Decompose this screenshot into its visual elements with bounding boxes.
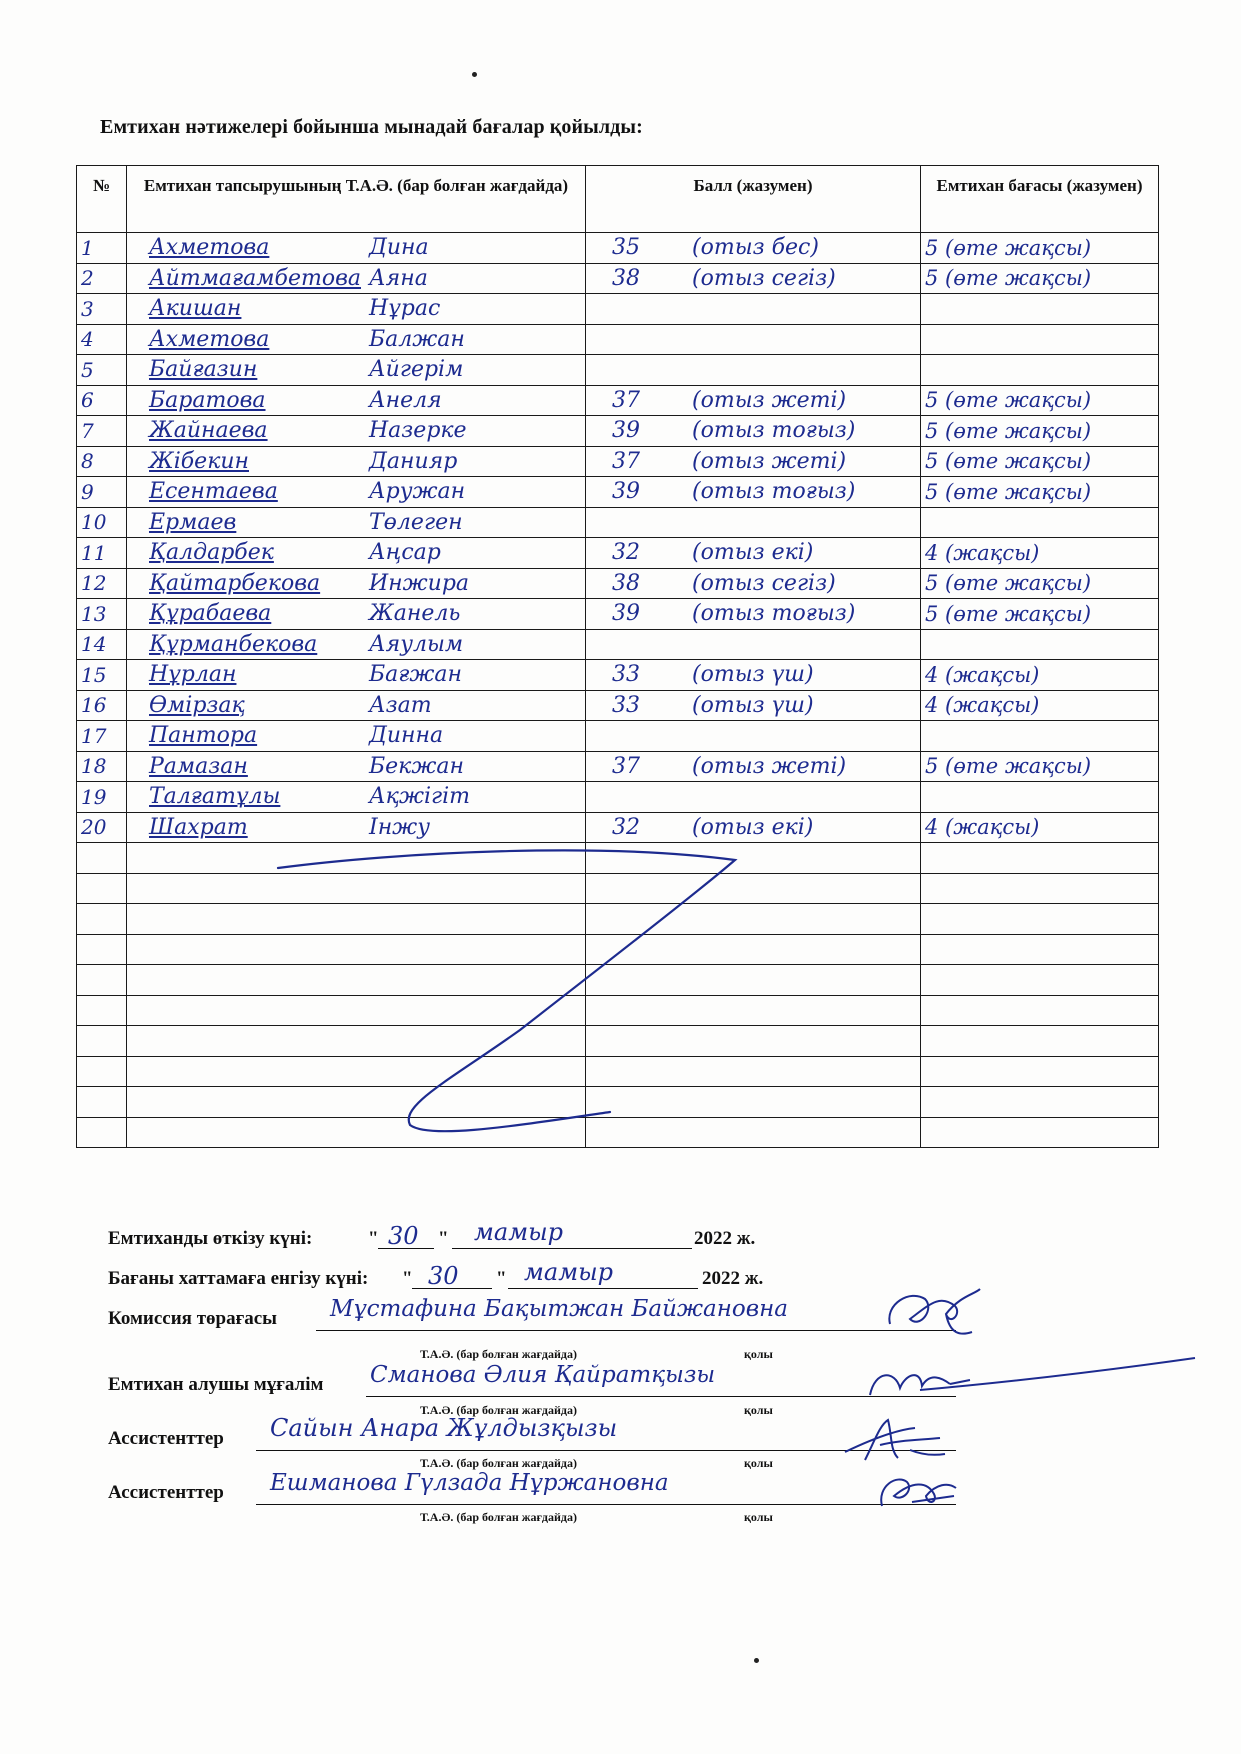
chair-signature (880, 1284, 990, 1344)
empty-cell (127, 1056, 586, 1087)
empty-cell (586, 1026, 921, 1057)
student-given-name: Бекжан (369, 753, 464, 779)
score-cell (586, 782, 921, 813)
score-words: (отыз жеті) (692, 387, 847, 413)
empty-cell (127, 1026, 586, 1057)
student-surname: Жайнаева (149, 418, 268, 444)
assistant-2-sign-caption: қолы (744, 1510, 773, 1524)
student-name-cell (127, 690, 586, 721)
score-number: 37 (612, 753, 640, 779)
row-number: 19 (77, 782, 127, 813)
student-given-name: Анеля (369, 387, 442, 413)
empty-table-row (77, 1056, 1159, 1087)
empty-cell (127, 1087, 586, 1118)
empty-cell (586, 873, 921, 904)
student-given-name: Төлеген (369, 509, 463, 535)
score-cell (586, 812, 921, 843)
empty-cell (127, 873, 586, 904)
student-surname: Қалдарбек (149, 540, 274, 566)
score-words: (отыз тоғыз) (692, 479, 856, 505)
exam-date-day: 30 (388, 1222, 419, 1250)
student-name-cell (127, 477, 586, 508)
empty-cell (586, 1117, 921, 1148)
table-row (77, 538, 1159, 569)
protocol-date-label: Бағаны хаттамаға енгізу күні: (108, 1268, 369, 1289)
student-given-name: Ақжігіт (369, 784, 471, 810)
row-number: 4 (77, 324, 127, 355)
protocol-date-year: 2022 ж. (702, 1268, 764, 1289)
empty-cell (921, 1026, 1159, 1057)
empty-table-row (77, 1117, 1159, 1148)
student-given-name: Балжан (369, 326, 465, 352)
row-number: 17 (77, 721, 127, 752)
score-cell (586, 538, 921, 569)
score-cell (586, 446, 921, 477)
grades-table-body (77, 233, 1159, 1148)
score-cell (586, 477, 921, 508)
header-grade: Емтихан бағасы (жазумен) (921, 166, 1159, 233)
row-number: 12 (77, 568, 127, 599)
score-number: 39 (612, 479, 640, 505)
empty-cell (77, 934, 127, 965)
student-surname: Шахрат (149, 814, 248, 840)
assistant-1-name: Сайын Анара Жұлдызқызы (270, 1414, 618, 1442)
protocol-date-month-line (508, 1288, 698, 1289)
score-cell (586, 751, 921, 782)
student-surname: Байғазин (149, 357, 258, 383)
assistant-1-role: Ассистенттер (108, 1428, 224, 1449)
student-given-name: Бағжан (369, 662, 463, 688)
student-surname: Құрманбекова (149, 631, 318, 657)
chair-fio-caption: Т.А.Ә. (бар болған жағдайда) (420, 1347, 577, 1361)
student-name-cell (127, 568, 586, 599)
empty-cell (586, 904, 921, 935)
student-given-name: Жанель (369, 601, 461, 627)
table-row (77, 294, 1159, 325)
student-name-cell (127, 660, 586, 691)
empty-cell (586, 1087, 921, 1118)
student-name-cell (127, 446, 586, 477)
student-name-cell (127, 599, 586, 630)
student-given-name: Назерке (369, 418, 467, 444)
row-number: 14 (77, 629, 127, 660)
table-row (77, 782, 1159, 813)
assistant-2-line (256, 1504, 956, 1505)
empty-cell (77, 1117, 127, 1148)
table-row (77, 416, 1159, 447)
student-surname: Ахметова (149, 326, 270, 352)
empty-table-row (77, 965, 1159, 996)
row-number: 18 (77, 751, 127, 782)
student-given-name: Дина (369, 235, 429, 261)
teacher-sign-caption: қолы (744, 1403, 773, 1417)
score-cell (586, 385, 921, 416)
score-cell (586, 721, 921, 752)
grade-cell: 5 (өте жақсы) (921, 477, 1159, 508)
chair-name: Мұстафина Бақытжан Байжановна (330, 1296, 788, 1322)
empty-table-row (77, 904, 1159, 935)
teacher-role: Емтихан алушы мұғалім (108, 1374, 324, 1395)
teacher-fio-caption: Т.А.Ә. (бар болған жағдайда) (420, 1403, 577, 1417)
exam-date-month: мамыр (474, 1218, 564, 1246)
student-name-cell (127, 355, 586, 386)
score-cell (586, 263, 921, 294)
assistant-2-role: Ассистенттер (108, 1482, 224, 1503)
table-row (77, 812, 1159, 843)
student-given-name: Динна (369, 723, 444, 749)
grade-cell: 5 (өте жақсы) (921, 751, 1159, 782)
empty-cell (921, 934, 1159, 965)
student-name-cell (127, 782, 586, 813)
empty-cell (77, 1087, 127, 1118)
score-words: (отыз сегіз) (692, 265, 836, 291)
row-number: 15 (77, 660, 127, 691)
scan-dot-top (472, 72, 477, 77)
score-words: (отыз бес) (692, 235, 819, 261)
row-number: 3 (77, 294, 127, 325)
student-surname: Құрабаева (149, 601, 272, 627)
grade-cell: 5 (өте жақсы) (921, 599, 1159, 630)
protocol-date-day: 30 (428, 1262, 459, 1290)
grade-cell (921, 355, 1159, 386)
header-no: № (77, 166, 127, 233)
exam-date-month-line (452, 1248, 692, 1249)
empty-table-row (77, 995, 1159, 1026)
empty-cell (921, 904, 1159, 935)
student-surname: Айтмағамбетова (149, 265, 361, 291)
student-name-cell (127, 812, 586, 843)
grade-cell: 5 (өте жақсы) (921, 385, 1159, 416)
student-given-name: Аяна (369, 265, 428, 291)
table-row (77, 660, 1159, 691)
row-number: 5 (77, 355, 127, 386)
score-words: (отыз тоғыз) (692, 418, 856, 444)
empty-table-row (77, 843, 1159, 874)
table-row (77, 599, 1159, 630)
grade-cell: 4 (жақсы) (921, 660, 1159, 691)
assistant-1-sign-caption: қолы (744, 1456, 773, 1470)
row-number: 20 (77, 812, 127, 843)
student-name-cell (127, 721, 586, 752)
empty-cell (586, 965, 921, 996)
grade-cell: 5 (өте жақсы) (921, 263, 1159, 294)
grade-cell (921, 782, 1159, 813)
score-cell (586, 416, 921, 447)
empty-cell (921, 843, 1159, 874)
student-surname: Баратова (149, 387, 266, 413)
empty-cell (127, 995, 586, 1026)
empty-cell (586, 1056, 921, 1087)
score-words: (отыз жеті) (692, 448, 847, 474)
empty-cell (127, 904, 586, 935)
protocol-date-quote-open: " (402, 1268, 413, 1289)
student-name-cell (127, 385, 586, 416)
score-words: (отыз екі) (692, 814, 814, 840)
empty-cell (586, 934, 921, 965)
row-number: 1 (77, 233, 127, 264)
empty-table-row (77, 873, 1159, 904)
student-surname: Жібекин (149, 448, 249, 474)
empty-cell (921, 1087, 1159, 1118)
student-given-name: Инжира (369, 570, 470, 596)
teacher-name: Сманова Әлия Қайратқызы (370, 1362, 716, 1388)
row-number: 16 (77, 690, 127, 721)
student-name-cell (127, 507, 586, 538)
row-number: 8 (77, 446, 127, 477)
table-row (77, 446, 1159, 477)
grade-cell (921, 721, 1159, 752)
student-given-name: Азат (369, 692, 432, 718)
empty-cell (921, 1056, 1159, 1087)
empty-table-row (77, 1026, 1159, 1057)
student-given-name: Інжу (369, 814, 430, 840)
score-words: (отыз жеті) (692, 753, 847, 779)
assistant-1-fio-caption: Т.А.Ә. (бар болған жағдайда) (420, 1456, 577, 1470)
empty-table-row (77, 934, 1159, 965)
student-given-name: Аңсар (369, 540, 441, 566)
student-given-name: Айгерім (369, 357, 464, 383)
exam-date-year: 2022 ж. (694, 1228, 756, 1249)
student-name-cell (127, 629, 586, 660)
student-surname: Талғатұлы (149, 784, 281, 810)
row-number: 11 (77, 538, 127, 569)
protocol-date-quote-close: " (496, 1268, 507, 1289)
table-row (77, 629, 1159, 660)
row-number: 6 (77, 385, 127, 416)
grade-cell: 4 (жақсы) (921, 812, 1159, 843)
chair-line (316, 1330, 956, 1331)
grade-cell: 5 (өте жақсы) (921, 446, 1159, 477)
table-row (77, 477, 1159, 508)
score-number: 33 (612, 692, 640, 718)
student-surname: Ермаев (149, 509, 237, 535)
empty-cell (586, 843, 921, 874)
empty-cell (127, 1117, 586, 1148)
score-cell (586, 599, 921, 630)
empty-cell (921, 873, 1159, 904)
row-number: 10 (77, 507, 127, 538)
student-name-cell (127, 416, 586, 447)
student-given-name: Нұрас (369, 296, 441, 322)
grade-cell: 5 (өте жақсы) (921, 416, 1159, 447)
student-surname: Акишан (149, 296, 242, 322)
chair-role: Комиссия төрағасы (108, 1308, 277, 1329)
chair-sign-caption: қолы (744, 1347, 773, 1361)
empty-cell (586, 995, 921, 1026)
score-number: 35 (612, 235, 640, 261)
student-surname: Пантора (149, 723, 258, 749)
score-cell (586, 660, 921, 691)
score-words: (отыз сегіз) (692, 570, 836, 596)
assistant-1-signature (840, 1410, 950, 1470)
table-row (77, 263, 1159, 294)
scan-dot-bottom (754, 1658, 759, 1663)
table-row (77, 233, 1159, 264)
exam-date-label: Емтиханды өткізу күні: (108, 1228, 313, 1249)
grade-cell (921, 629, 1159, 660)
student-name-cell (127, 751, 586, 782)
empty-cell (77, 995, 127, 1026)
exam-date-quote-open: " (368, 1228, 379, 1249)
student-given-name: Аружан (369, 479, 466, 505)
score-cell (586, 690, 921, 721)
score-cell (586, 629, 921, 660)
empty-cell (127, 843, 586, 874)
assistant-2-fio-caption: Т.А.Ә. (бар болған жағдайда) (420, 1510, 577, 1524)
row-number: 2 (77, 263, 127, 294)
grade-cell (921, 294, 1159, 325)
score-cell (586, 324, 921, 355)
score-number: 38 (612, 570, 640, 596)
grade-cell: 4 (жақсы) (921, 538, 1159, 569)
empty-cell (127, 934, 586, 965)
empty-cell (921, 1117, 1159, 1148)
grades-table (76, 165, 1159, 1148)
empty-cell (77, 965, 127, 996)
protocol-date-month: мамыр (524, 1258, 614, 1286)
grade-cell: 5 (өте жақсы) (921, 568, 1159, 599)
student-name-cell (127, 538, 586, 569)
grade-cell (921, 507, 1159, 538)
score-number: 33 (612, 662, 640, 688)
assistant-2-signature (872, 1466, 962, 1516)
student-given-name: Аяулым (369, 631, 464, 657)
empty-table-row (77, 1087, 1159, 1118)
row-number: 7 (77, 416, 127, 447)
exam-date-quote-close: " (438, 1228, 449, 1249)
score-number: 39 (612, 418, 640, 444)
empty-cell (77, 1056, 127, 1087)
header-name: Емтихан тапсырушының Т.А.Ә. (бар болған жағдайда) (127, 166, 586, 233)
table-row (77, 507, 1159, 538)
table-row (77, 324, 1159, 355)
empty-cell (77, 843, 127, 874)
table-header-row (77, 166, 1159, 233)
empty-cell (127, 965, 586, 996)
score-words: (отыз тоғыз) (692, 601, 856, 627)
table-row (77, 568, 1159, 599)
student-name-cell (127, 233, 586, 264)
row-number: 9 (77, 477, 127, 508)
table-row (77, 690, 1159, 721)
assistant-2-name: Ешманова Гүлзада Нұржановна (270, 1470, 669, 1496)
empty-cell (77, 1026, 127, 1057)
score-words: (отыз екі) (692, 540, 814, 566)
table-row (77, 751, 1159, 782)
empty-cell (921, 965, 1159, 996)
results-heading: Емтихан нәтижелері бойынша мынадай бағалар қойылды: (100, 116, 643, 138)
grade-cell: 5 (өте жақсы) (921, 233, 1159, 264)
score-cell (586, 568, 921, 599)
student-given-name: Данияр (369, 448, 458, 474)
student-surname: Өмірзақ (149, 692, 245, 718)
score-number: 39 (612, 601, 640, 627)
score-words: (отыз үш) (692, 692, 814, 718)
header-score: Балл (жазумен) (586, 166, 921, 233)
row-number: 13 (77, 599, 127, 630)
student-name-cell (127, 263, 586, 294)
score-cell (586, 233, 921, 264)
score-words: (отыз үш) (692, 662, 814, 688)
score-number: 32 (612, 540, 640, 566)
score-cell (586, 294, 921, 325)
score-cell (586, 507, 921, 538)
table-row (77, 355, 1159, 386)
score-number: 32 (612, 814, 640, 840)
score-number: 37 (612, 387, 640, 413)
empty-cell (77, 904, 127, 935)
student-surname: Есентаева (149, 479, 278, 505)
student-name-cell (127, 324, 586, 355)
score-cell (586, 355, 921, 386)
empty-cell (77, 873, 127, 904)
table-row (77, 385, 1159, 416)
empty-cell (921, 995, 1159, 1026)
grade-cell: 4 (жақсы) (921, 690, 1159, 721)
table-row (77, 721, 1159, 752)
student-surname: Ахметова (149, 235, 270, 261)
student-surname: Рамазан (149, 753, 248, 779)
student-surname: Қайтарбекова (149, 570, 321, 596)
grade-cell (921, 324, 1159, 355)
student-name-cell (127, 294, 586, 325)
score-number: 37 (612, 448, 640, 474)
score-number: 38 (612, 265, 640, 291)
student-surname: Нұрлан (149, 662, 237, 688)
